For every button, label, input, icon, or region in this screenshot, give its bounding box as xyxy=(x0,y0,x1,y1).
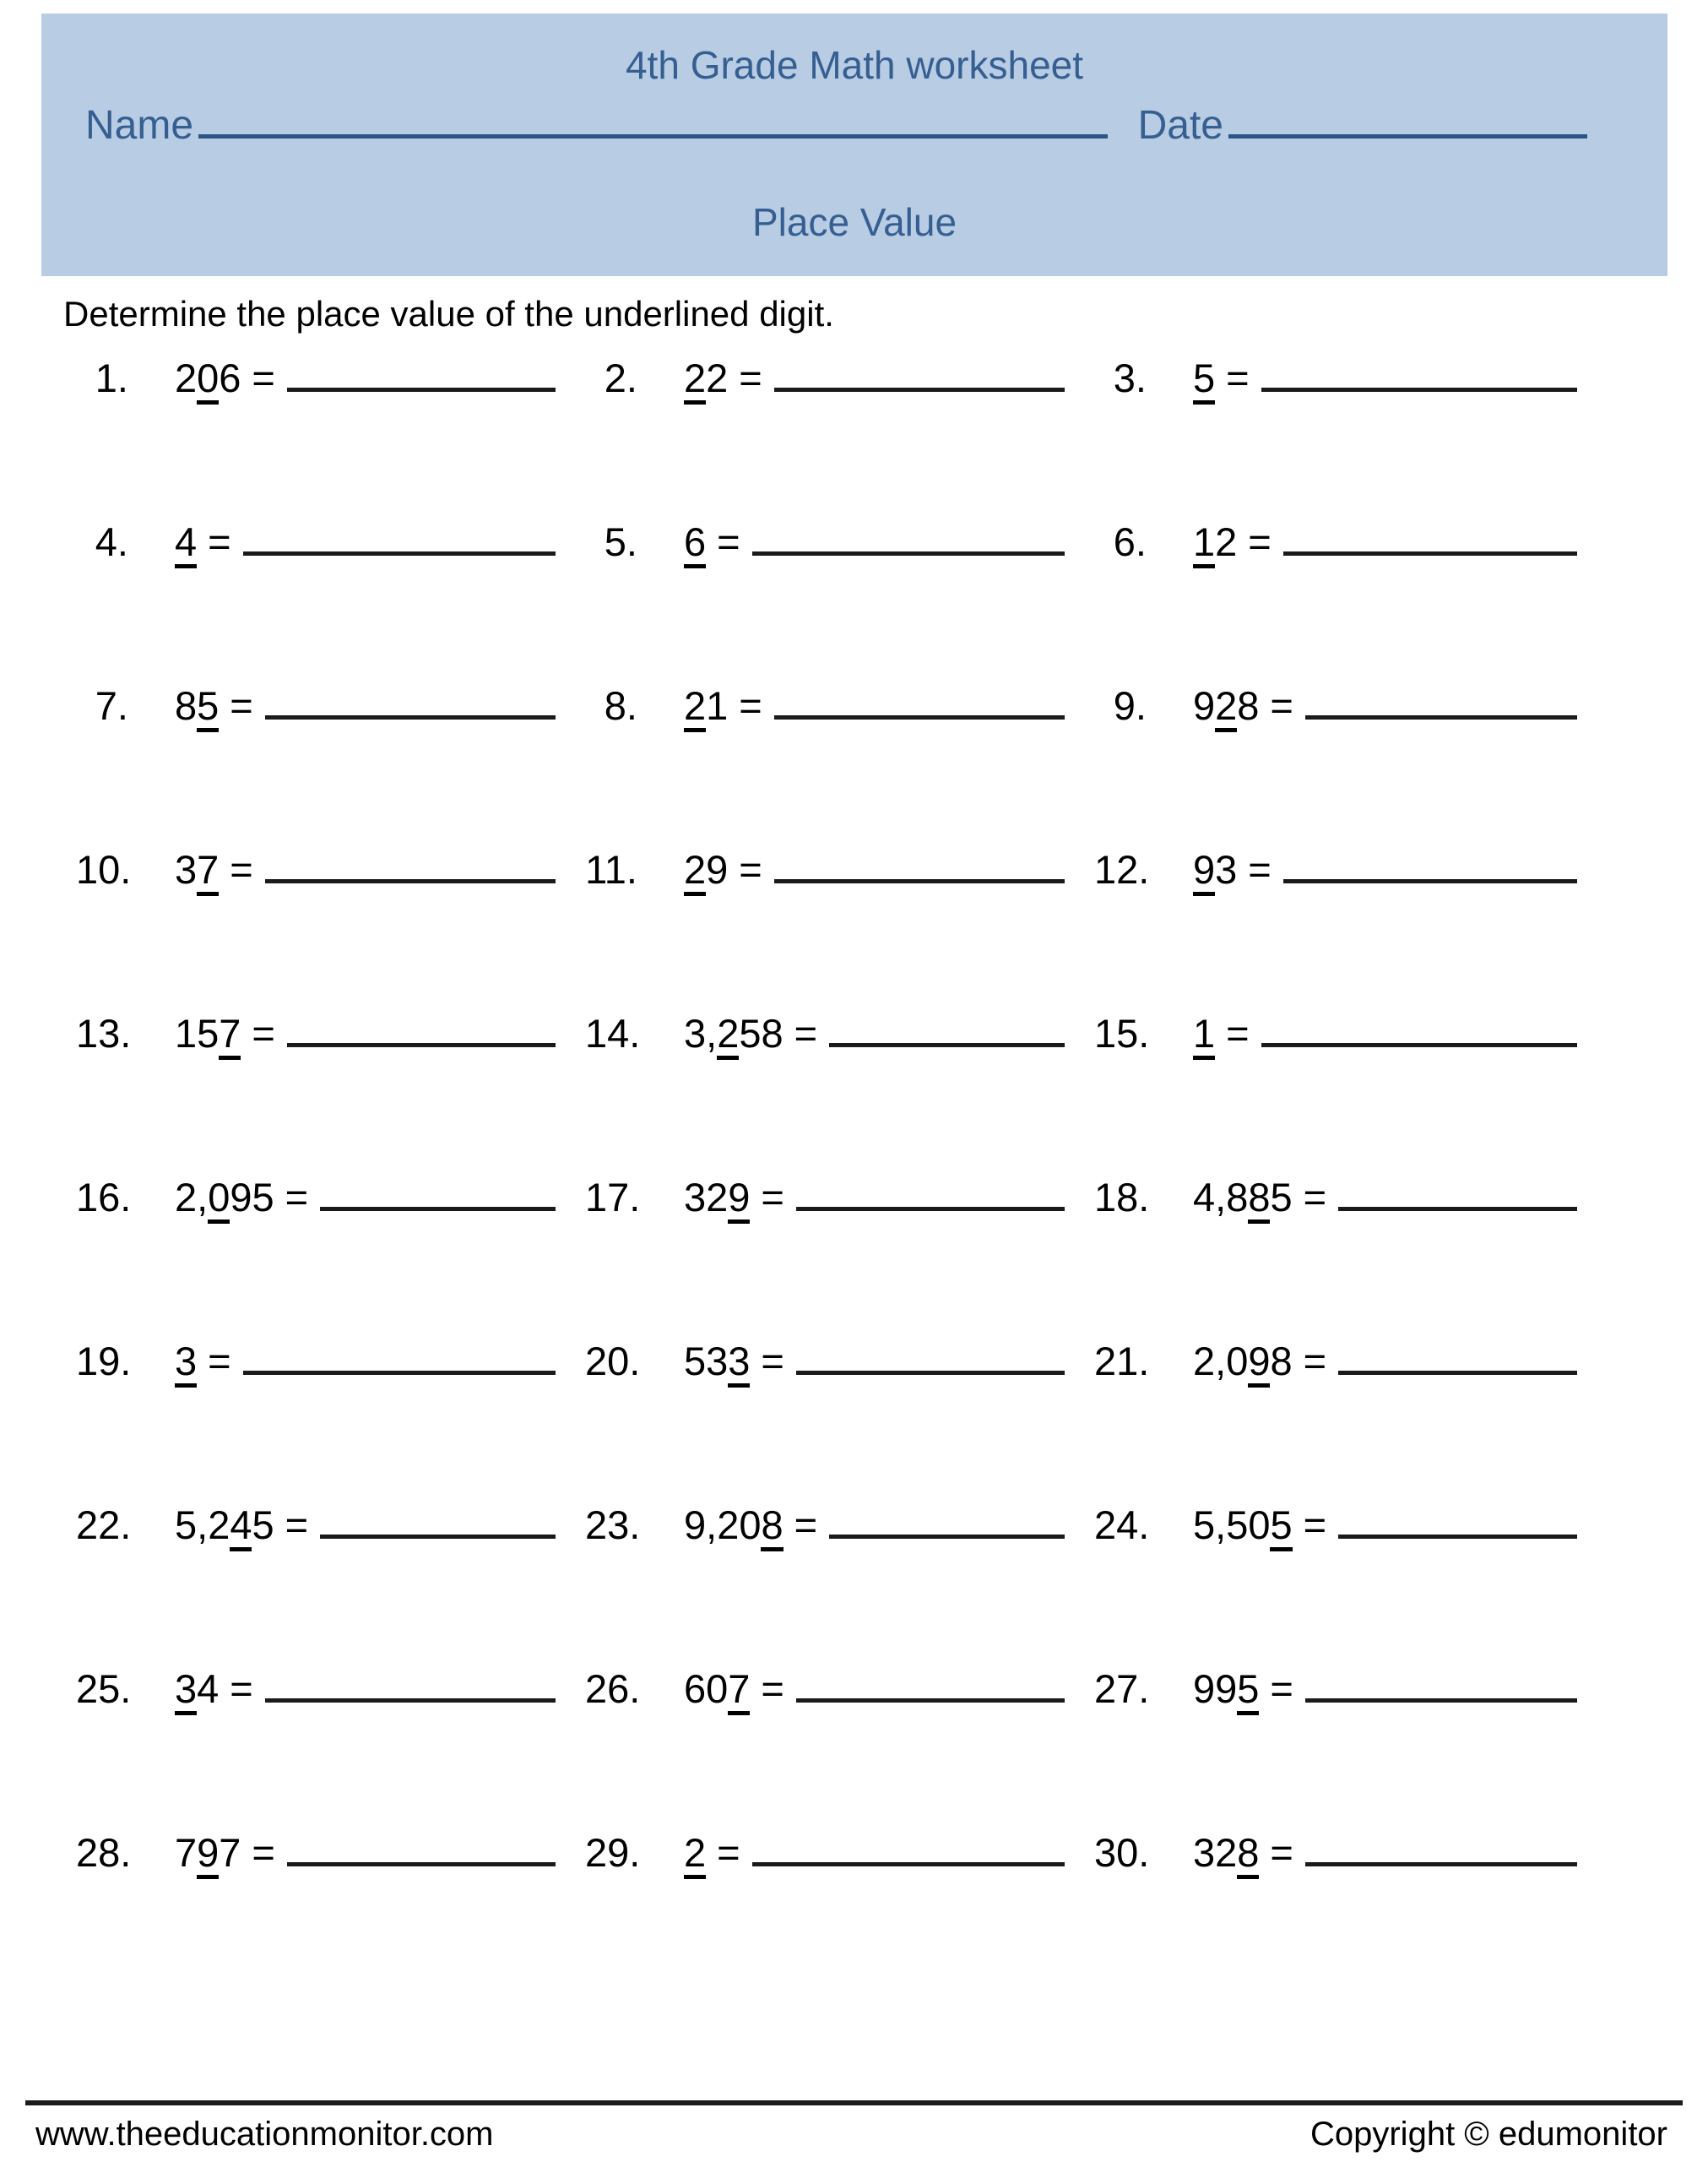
equals-sign: = xyxy=(208,1339,231,1383)
problem-expression xyxy=(175,1174,274,1220)
answer-blank-line xyxy=(1338,1535,1577,1539)
answer-blank-line xyxy=(1261,1043,1577,1047)
equals-sign: = xyxy=(1270,1666,1293,1711)
digits-before-underline: 4,8 xyxy=(1193,1175,1249,1220)
digits-before-underline: 9 xyxy=(1193,683,1216,728)
answer-blank-line xyxy=(1283,879,1577,883)
problem-number: 22. xyxy=(76,1502,132,1547)
underlined-digit: 2 xyxy=(684,847,706,896)
digits-before-underline: 7 xyxy=(175,1830,198,1875)
worksheet-subtitle: Place Value xyxy=(751,199,957,244)
problem-number: 11. xyxy=(585,847,637,892)
name-label: Name xyxy=(85,102,194,148)
problem-expression xyxy=(175,1829,241,1876)
digits-after-underline: 8 xyxy=(1237,683,1260,728)
problem-26 xyxy=(585,1665,1068,1829)
underlined-digit: 5 xyxy=(1237,1666,1259,1715)
problem-expression xyxy=(175,519,197,565)
equals-sign: = xyxy=(1270,1830,1293,1875)
equals-sign: = xyxy=(252,1830,275,1875)
digits-after-underline: 9 xyxy=(706,847,729,892)
digits-before-underline: 3 xyxy=(175,847,198,892)
name-date-row xyxy=(41,102,1667,149)
digits-before-underline: 5,2 xyxy=(175,1502,230,1547)
equals-sign: = xyxy=(739,847,762,892)
problem-number: 29. xyxy=(585,1830,641,1875)
answer-blank-line xyxy=(1305,1862,1577,1866)
equals-sign: = xyxy=(794,1502,818,1547)
equals-sign: = xyxy=(1303,1175,1327,1220)
problem-14 xyxy=(585,1010,1068,1174)
problem-16 xyxy=(76,1174,559,1338)
problem-number: 27. xyxy=(1094,1666,1150,1711)
underlined-digit: 5 xyxy=(197,683,219,732)
underlined-digit: 0 xyxy=(208,1175,230,1224)
underlined-digit: 4 xyxy=(230,1502,252,1551)
problems-grid xyxy=(0,355,1708,1993)
answer-blank-line xyxy=(1338,1371,1577,1375)
problem-expression xyxy=(175,1338,197,1384)
footer-divider xyxy=(25,2100,1683,2105)
problem-13 xyxy=(76,1010,559,1174)
digits-before-underline: 60 xyxy=(684,1666,729,1711)
problem-number: 15. xyxy=(1094,1011,1150,1056)
underlined-digit: 0 xyxy=(197,356,219,405)
answer-blank-line xyxy=(1261,388,1577,392)
equals-sign: = xyxy=(1248,847,1272,892)
answer-blank-line xyxy=(265,1698,556,1703)
underlined-digit: 6 xyxy=(684,519,706,568)
problem-20 xyxy=(585,1338,1068,1502)
name-blank-line xyxy=(198,134,1108,139)
problem-number: 26. xyxy=(585,1666,641,1711)
problem-30 xyxy=(1094,1829,1581,1993)
problem-19 xyxy=(76,1338,559,1502)
digits-after-underline: 8 xyxy=(1270,1339,1293,1383)
problem-number: 10. xyxy=(76,847,132,892)
problem-8 xyxy=(585,682,1068,846)
equals-sign: = xyxy=(1303,1339,1327,1383)
digits-after-underline: 2 xyxy=(1215,519,1238,564)
problem-expression xyxy=(1193,1502,1293,1548)
answer-blank-line xyxy=(774,388,1065,392)
underlined-digit: 9 xyxy=(728,1175,750,1224)
problem-expression xyxy=(1193,1338,1293,1384)
problem-number: 30. xyxy=(1094,1830,1150,1875)
problem-number: 28. xyxy=(76,1830,132,1875)
digits-before-underline: 8 xyxy=(175,683,198,728)
problem-expression xyxy=(684,519,706,565)
problem-28 xyxy=(76,1829,559,1993)
underlined-digit: 3 xyxy=(728,1339,750,1388)
footer-copyright: Copyright © edumonitor xyxy=(1309,2116,1667,2153)
digits-after-underline: 2 xyxy=(706,356,729,400)
problem-15 xyxy=(1094,1010,1581,1174)
answer-blank-line xyxy=(752,551,1065,556)
problem-expression xyxy=(684,1338,750,1384)
answer-blank-line xyxy=(1305,715,1577,720)
digits-before-underline: 15 xyxy=(175,1011,220,1056)
problem-11 xyxy=(585,846,1068,1010)
problem-expression xyxy=(175,1010,241,1057)
problem-number: 8. xyxy=(604,683,637,728)
problem-expression xyxy=(684,846,728,893)
problem-6 xyxy=(1094,519,1581,682)
problem-expression xyxy=(684,1010,784,1057)
answer-blank-line xyxy=(287,1862,556,1866)
problem-2 xyxy=(585,355,1068,519)
equals-sign: = xyxy=(717,519,740,564)
equals-sign: = xyxy=(252,1011,275,1056)
equals-sign: = xyxy=(761,1666,784,1711)
problem-expression xyxy=(1193,1010,1215,1057)
problem-number: 3. xyxy=(1113,356,1147,400)
problem-expression xyxy=(684,682,728,729)
date-blank-line xyxy=(1228,134,1587,139)
digits-after-underline: 3 xyxy=(1215,847,1238,892)
underlined-digit: 2 xyxy=(717,1011,739,1060)
digits-before-underline: 32 xyxy=(1193,1830,1238,1875)
underlined-digit: 1 xyxy=(1193,1011,1215,1060)
worksheet-title: 4th Grade Math worksheet xyxy=(625,43,1084,87)
problem-expression xyxy=(175,1502,274,1548)
problem-number: 23. xyxy=(585,1502,641,1547)
underlined-digit: 7 xyxy=(219,1011,241,1060)
answer-blank-line xyxy=(243,551,556,556)
equals-sign: = xyxy=(1303,1502,1327,1547)
answer-blank-line xyxy=(287,388,556,392)
underlined-digit: 9 xyxy=(1248,1339,1270,1388)
equals-sign: = xyxy=(1248,519,1272,564)
problem-number: 1. xyxy=(95,356,128,400)
problem-number: 16. xyxy=(76,1175,132,1220)
equals-sign: = xyxy=(739,356,762,400)
problem-expression xyxy=(684,1502,784,1548)
answer-blank-line xyxy=(796,1371,1065,1375)
underlined-digit: 8 xyxy=(1237,1830,1259,1879)
problem-4 xyxy=(76,519,559,682)
digits-before-underline: 53 xyxy=(684,1339,729,1383)
footer xyxy=(35,2116,1667,2154)
problem-expression xyxy=(1193,1665,1259,1712)
digits-before-underline: 99 xyxy=(1193,1666,1238,1711)
problem-number: 19. xyxy=(76,1339,132,1383)
problem-number: 2. xyxy=(604,356,637,400)
problem-29 xyxy=(585,1829,1068,1993)
underlined-digit: 8 xyxy=(761,1502,783,1551)
problem-number: 18. xyxy=(1094,1175,1150,1220)
underlined-digit: 7 xyxy=(728,1666,750,1715)
problem-22 xyxy=(76,1502,559,1665)
equals-sign: = xyxy=(230,847,253,892)
problem-number: 17. xyxy=(585,1175,641,1220)
underlined-digit: 2 xyxy=(684,356,706,405)
equals-sign: = xyxy=(1226,356,1250,400)
digits-after-underline: 4 xyxy=(197,1666,220,1711)
answer-blank-line xyxy=(1338,1207,1577,1211)
problem-expression xyxy=(684,355,728,401)
problem-expression xyxy=(175,846,219,893)
problem-3 xyxy=(1094,355,1581,519)
digits-after-underline: 6 xyxy=(219,356,241,400)
answer-blank-line xyxy=(829,1535,1065,1539)
digits-after-underline: 7 xyxy=(219,1830,241,1875)
underlined-digit: 7 xyxy=(197,847,219,896)
digits-before-underline: 3, xyxy=(684,1011,718,1056)
equals-sign: = xyxy=(1226,1011,1250,1056)
problem-expression xyxy=(175,1665,219,1712)
equals-sign: = xyxy=(1270,683,1293,728)
underlined-digit: 2 xyxy=(684,683,706,732)
problem-number: 25. xyxy=(76,1666,132,1711)
problem-9 xyxy=(1094,682,1581,846)
footer-website: www.theeducationmonitor.com xyxy=(35,2116,494,2153)
equals-sign: = xyxy=(794,1011,818,1056)
underlined-digit: 2 xyxy=(1215,683,1237,732)
answer-blank-line xyxy=(243,1371,556,1375)
answer-blank-line xyxy=(774,715,1065,720)
equals-sign: = xyxy=(230,683,253,728)
equals-sign: = xyxy=(208,519,231,564)
problem-number: 9. xyxy=(1113,683,1147,728)
problem-expression xyxy=(1193,355,1215,401)
problem-number: 24. xyxy=(1094,1502,1150,1547)
digits-before-underline: 5,50 xyxy=(1193,1502,1271,1547)
answer-blank-line xyxy=(796,1207,1065,1211)
underlined-digit: 8 xyxy=(1248,1175,1270,1224)
date-label: Date xyxy=(1137,102,1223,148)
problem-27 xyxy=(1094,1665,1581,1829)
problem-expression xyxy=(1193,1174,1293,1220)
equals-sign: = xyxy=(739,683,762,728)
underlined-digit: 3 xyxy=(175,1666,197,1715)
problem-1 xyxy=(76,355,559,519)
answer-blank-line xyxy=(774,879,1065,883)
digits-after-underline: 5 xyxy=(252,1502,274,1547)
problem-number: 13. xyxy=(76,1011,132,1056)
answer-blank-line xyxy=(1305,1698,1577,1703)
problem-7 xyxy=(76,682,559,846)
equals-sign: = xyxy=(285,1175,309,1220)
problem-10 xyxy=(76,846,559,1010)
underlined-digit: 2 xyxy=(684,1830,706,1879)
digits-before-underline: 9,20 xyxy=(684,1502,762,1547)
answer-blank-line xyxy=(265,879,556,883)
problem-expression xyxy=(1193,682,1259,729)
answer-blank-line xyxy=(287,1043,556,1047)
problem-expression xyxy=(684,1174,750,1220)
equals-sign: = xyxy=(252,356,275,400)
equals-sign: = xyxy=(717,1830,740,1875)
problem-expression xyxy=(1193,846,1237,893)
digits-before-underline: 2 xyxy=(175,356,198,400)
answer-blank-line xyxy=(1283,551,1577,556)
underlined-digit: 3 xyxy=(175,1339,197,1388)
problem-expression xyxy=(684,1829,706,1876)
problem-expression xyxy=(1193,519,1237,565)
problem-number: 14. xyxy=(585,1011,641,1056)
answer-blank-line xyxy=(320,1207,556,1211)
digits-after-underline: 58 xyxy=(739,1011,784,1056)
problem-23 xyxy=(585,1502,1068,1665)
problem-5 xyxy=(585,519,1068,682)
problem-17 xyxy=(585,1174,1068,1338)
underlined-digit: 5 xyxy=(1193,356,1215,405)
underlined-digit: 9 xyxy=(1193,847,1215,896)
underlined-digit: 5 xyxy=(1270,1502,1292,1551)
digits-after-underline: 1 xyxy=(706,683,729,728)
problem-expression xyxy=(175,355,241,401)
digits-before-underline: 2, xyxy=(175,1175,209,1220)
underlined-digit: 4 xyxy=(175,519,197,568)
equals-sign: = xyxy=(761,1175,784,1220)
problem-24 xyxy=(1094,1502,1581,1665)
underlined-digit: 9 xyxy=(197,1830,219,1879)
answer-blank-line xyxy=(796,1698,1065,1703)
problem-number: 12. xyxy=(1094,847,1150,892)
digits-after-underline: 5 xyxy=(1270,1175,1293,1220)
worksheet-header xyxy=(41,14,1667,276)
problem-number: 20. xyxy=(585,1339,641,1383)
problem-expression xyxy=(175,682,219,729)
problem-number: 5. xyxy=(604,519,637,564)
digits-after-underline: 95 xyxy=(230,1175,274,1220)
problem-25 xyxy=(76,1665,559,1829)
equals-sign: = xyxy=(761,1339,784,1383)
answer-blank-line xyxy=(320,1535,556,1539)
problem-number: 6. xyxy=(1113,519,1147,564)
problem-21 xyxy=(1094,1338,1581,1502)
problem-expression xyxy=(1193,1829,1259,1876)
problem-12 xyxy=(1094,846,1581,1010)
answer-blank-line xyxy=(265,715,556,720)
problem-number: 21. xyxy=(1094,1339,1150,1383)
underlined-digit: 1 xyxy=(1193,519,1215,568)
instructions-text: Determine the place value of the underlined digit. xyxy=(63,294,834,334)
problem-18 xyxy=(1094,1174,1581,1338)
digits-before-underline: 32 xyxy=(684,1175,729,1220)
equals-sign: = xyxy=(230,1666,253,1711)
answer-blank-line xyxy=(829,1043,1065,1047)
problem-number: 4. xyxy=(95,519,128,564)
problem-number: 7. xyxy=(95,683,128,728)
answer-blank-line xyxy=(752,1862,1065,1866)
equals-sign: = xyxy=(285,1502,309,1547)
digits-before-underline: 2,0 xyxy=(1193,1339,1249,1383)
problem-expression xyxy=(684,1665,750,1712)
